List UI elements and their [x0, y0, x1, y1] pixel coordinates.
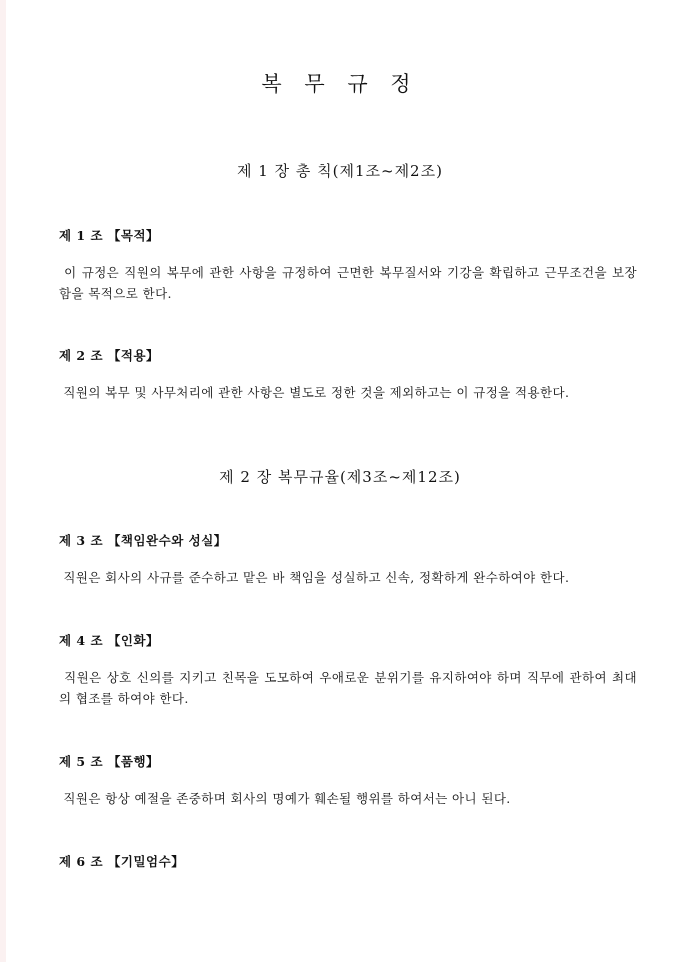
article-4-heading: 제 4 조 【인화】 [59, 633, 160, 648]
article-3-heading: 제 3 조 【책임완수와 성실】 [59, 533, 227, 548]
article-5-body: 직원은 항상 예절을 존중하며 회사의 명예가 훼손될 행위를 하여서는 아니 된다. [59, 791, 511, 806]
article-6-heading: 제 6 조 【기밀엄수】 [59, 854, 185, 869]
article-2-body: 직원의 복무 및 사무처리에 관한 사항은 별도로 정한 것을 제외하고는 이 규정을 적용한다. [59, 385, 570, 400]
article-2-heading: 제 2 조 【적용】 [59, 348, 160, 363]
chapter-1-heading: 제 1 장 총 칙(제1조~제2조) [237, 162, 443, 180]
article-3-body: 직원은 회사의 사규를 준수하고 맡은 바 책임을 성실하고 신속, 정확하게 완수하여야 한다. [59, 570, 570, 585]
article-1-heading: 제 1 조 【목적】 [59, 228, 160, 243]
chapter-2-heading: 제 2 장 복무규율(제3조~제12조) [219, 468, 461, 486]
article-1-body: 이 규정은 직원의 복무에 관한 사항을 규정하여 근면한 복무질서와 기강을 확립하고 근무조건을 보장함을 목적으로 한다. [59, 265, 637, 301]
article-4-body: 직원은 상호 신의를 지키고 친목을 도모하여 우애로운 분위기를 유지하여야 하며 직무에 관하여 최대의 협조를 하여야 한다. [59, 670, 637, 706]
document-title: 복 무 규 정 [261, 72, 419, 96]
article-5-heading: 제 5 조 【품행】 [59, 754, 160, 769]
